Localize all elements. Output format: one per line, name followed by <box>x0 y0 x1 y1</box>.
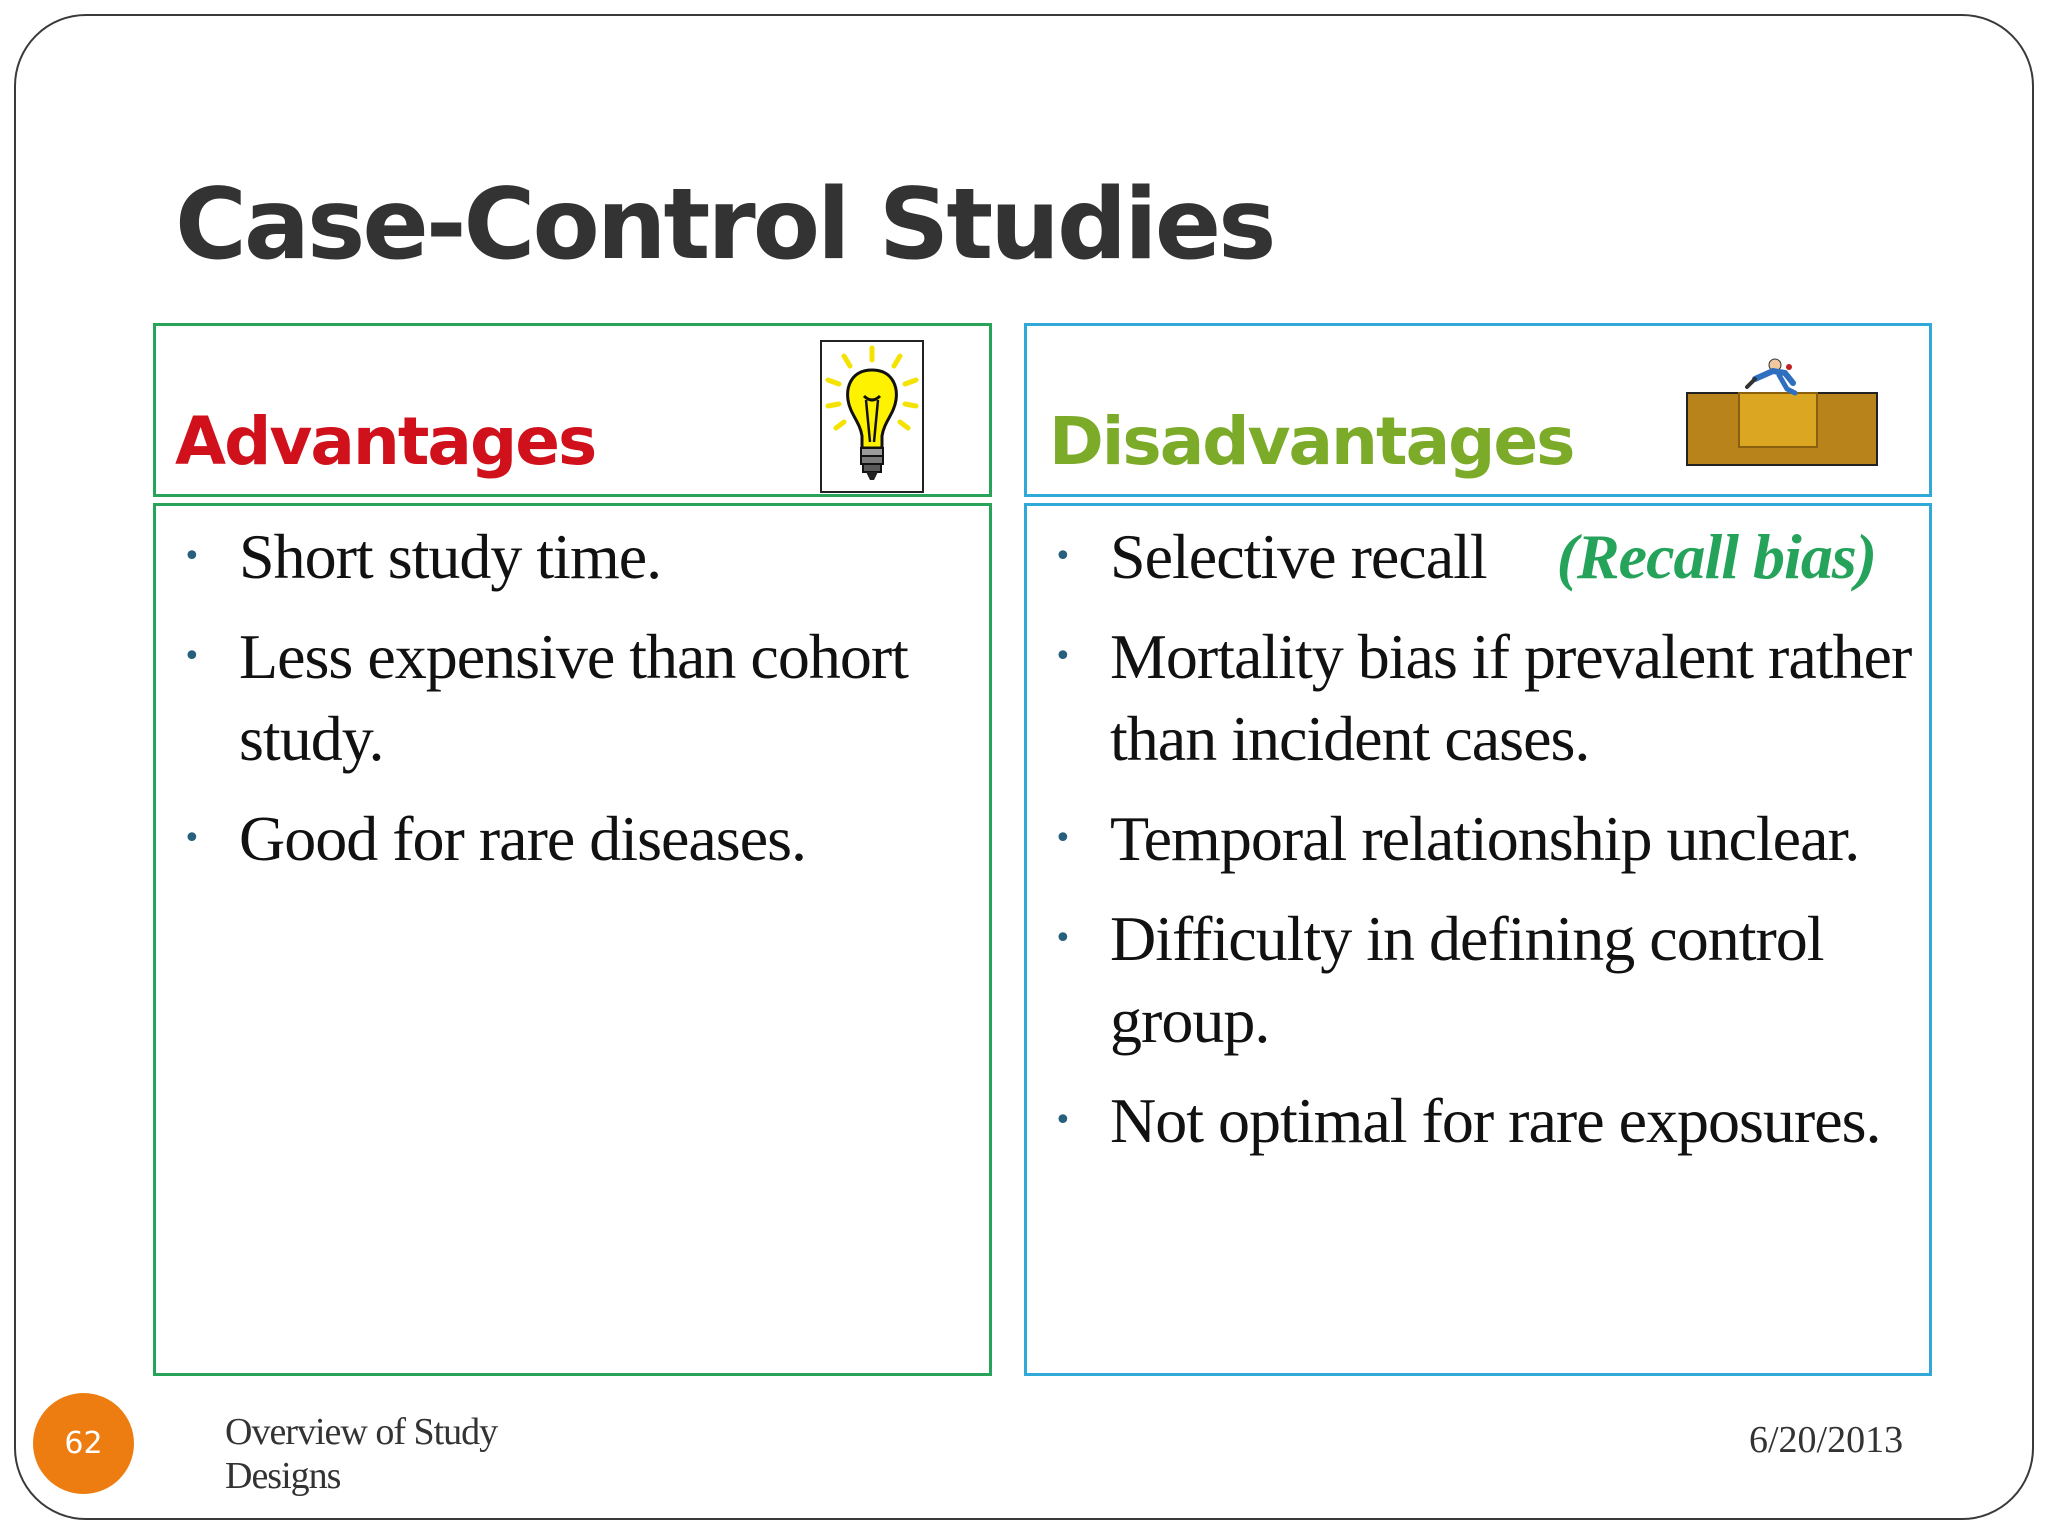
list-item: • Not optimal for rare exposures. <box>1027 1080 1929 1162</box>
footer-date: 6/20/2013 <box>1749 1419 1904 1461</box>
slide-title: Case-Control Studies <box>175 168 1274 282</box>
advantages-list-box <box>153 503 992 1376</box>
disadvantages-heading: Disadvantages <box>1049 403 1574 480</box>
bullet-icon: • <box>1054 1103 1071 1138</box>
bullet-icon: • <box>1054 639 1071 674</box>
list-item: • Less expensive than cohort study. <box>156 616 989 780</box>
lightbulb-icon <box>820 340 924 493</box>
bullet-icon: • <box>183 639 200 674</box>
person-climbing-box-icon <box>1683 353 1879 468</box>
disadvantages-list-box <box>1024 503 1932 1376</box>
advantages-list <box>156 516 989 898</box>
bullet-icon: • <box>183 821 200 856</box>
footer-text: Overview of Study Designs <box>225 1411 498 1497</box>
list-item: • Temporal relationship unclear. <box>1027 798 1929 880</box>
list-item: • Mortality bias if prevalent rather than incident cases. <box>1027 616 1929 780</box>
bullet-icon: • <box>1054 539 1071 574</box>
page-number-badge: 62 <box>33 1393 134 1494</box>
recall-bias-note: (Recall bias) <box>1556 521 1877 592</box>
advantages-header <box>153 323 992 497</box>
list-item: • Selective recall (Recall bias) <box>1027 516 1929 598</box>
disadvantages-header <box>1024 323 1932 497</box>
bullet-icon: • <box>1054 821 1071 856</box>
list-item: • Good for rare diseases. <box>156 798 989 880</box>
list-item: • Short study time. <box>156 516 989 598</box>
list-item: • Difficulty in defining control group. <box>1027 898 1929 1062</box>
advantages-heading: Advantages <box>175 403 596 480</box>
disadvantages-list <box>1027 516 1929 1180</box>
bullet-icon: • <box>1054 921 1071 956</box>
bullet-icon: • <box>183 539 200 574</box>
